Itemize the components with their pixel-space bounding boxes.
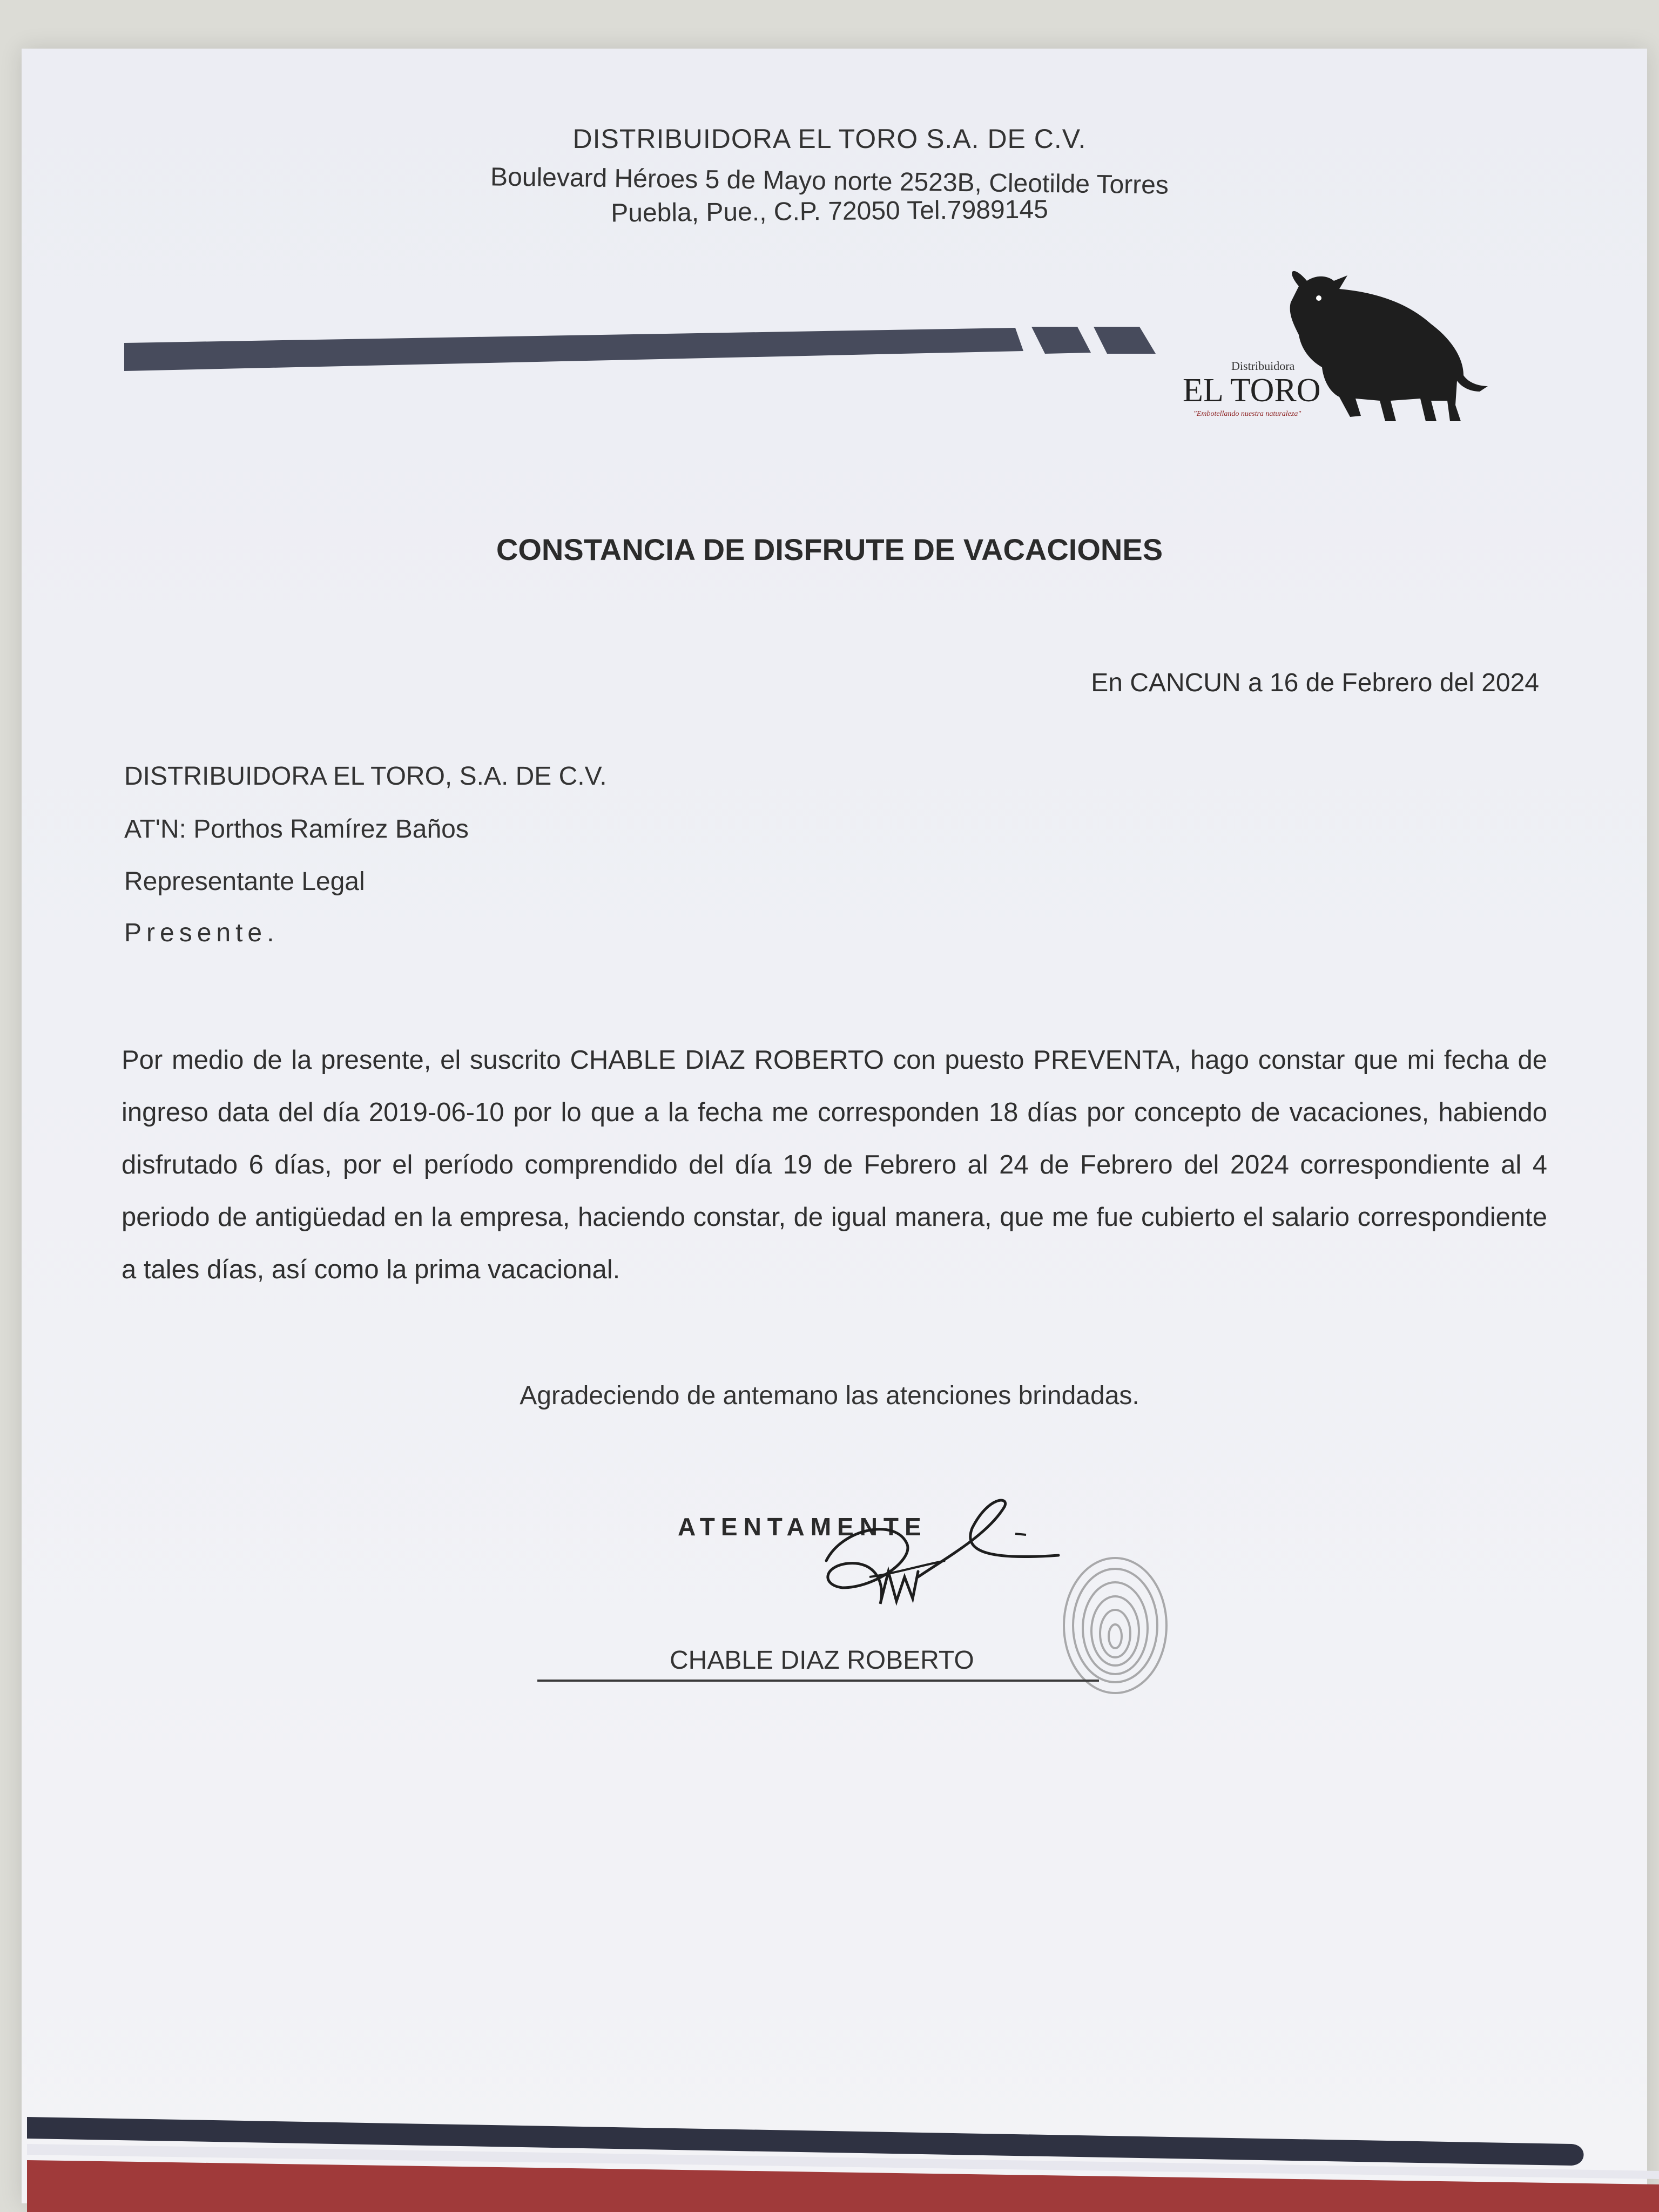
document-title: CONSTANCIA DE DISFRUTE DE VACACIONES <box>496 532 1163 567</box>
addressee-attention: AT'N: Porthos Ramírez Baños <box>124 815 469 844</box>
closing-line: Agradeciendo de antemano las atenciones brindadas. <box>520 1381 1139 1410</box>
footer-stripes <box>0 2106 1659 2212</box>
letterhead-address: Boulevard Héroes 5 de Mayo norte 2523B, Cleotilde Torres <box>490 163 1169 200</box>
handwritten-signature <box>810 1496 1091 1658</box>
letterhead-city-phone: Puebla, Pue., C.P. 72050 Tel.7989145 <box>611 195 1048 228</box>
body-paragraph: Por medio de la presente, el suscrito CHABLE DIAZ ROBERTO con puesto PREVENTA, hago constar que mi fecha de ingreso data del día 2019-06-10 por lo que a la fecha me corresponden 18 días por concepto de vacaciones, habiendo disfrutado 6 días, por el período comprendido del día 19 de Febrero al 24 de Febrero del 2024 correspondiente al 4 periodo de antigüedad en la empresa, haciendo constar, de igual manera, que me fue cubierto el salario correspondiente a tales días, así como la prima vacacional. <box>122 1046 1547 1284</box>
logo-tagline: "Embotellando nuestra naturaleza" <box>1193 410 1301 418</box>
letterhead-company: DISTRIBUIDORA EL TORO S.A. DE C.V. <box>572 124 1087 154</box>
letterhead-stripe <box>124 321 1161 375</box>
signature-line <box>537 1680 1099 1682</box>
signer-name: CHABLE DIAZ ROBERTO <box>670 1646 974 1675</box>
company-logo <box>1177 259 1496 437</box>
fingerprint <box>1056 1550 1175 1701</box>
sign-off: ATENTAMENTE <box>678 1513 927 1541</box>
addressee-company: DISTRIBUIDORA EL TORO, S.A. DE C.V. <box>124 762 607 791</box>
logo-brand: EL TORO <box>1183 372 1321 409</box>
date-line: En CANCUN a 16 de Febrero del 2024 <box>1091 669 1539 697</box>
addressee-present: Presente. <box>124 919 279 947</box>
logo-small-text: Distribuidora <box>1231 359 1295 373</box>
addressee-role: Representante Legal <box>124 867 365 896</box>
